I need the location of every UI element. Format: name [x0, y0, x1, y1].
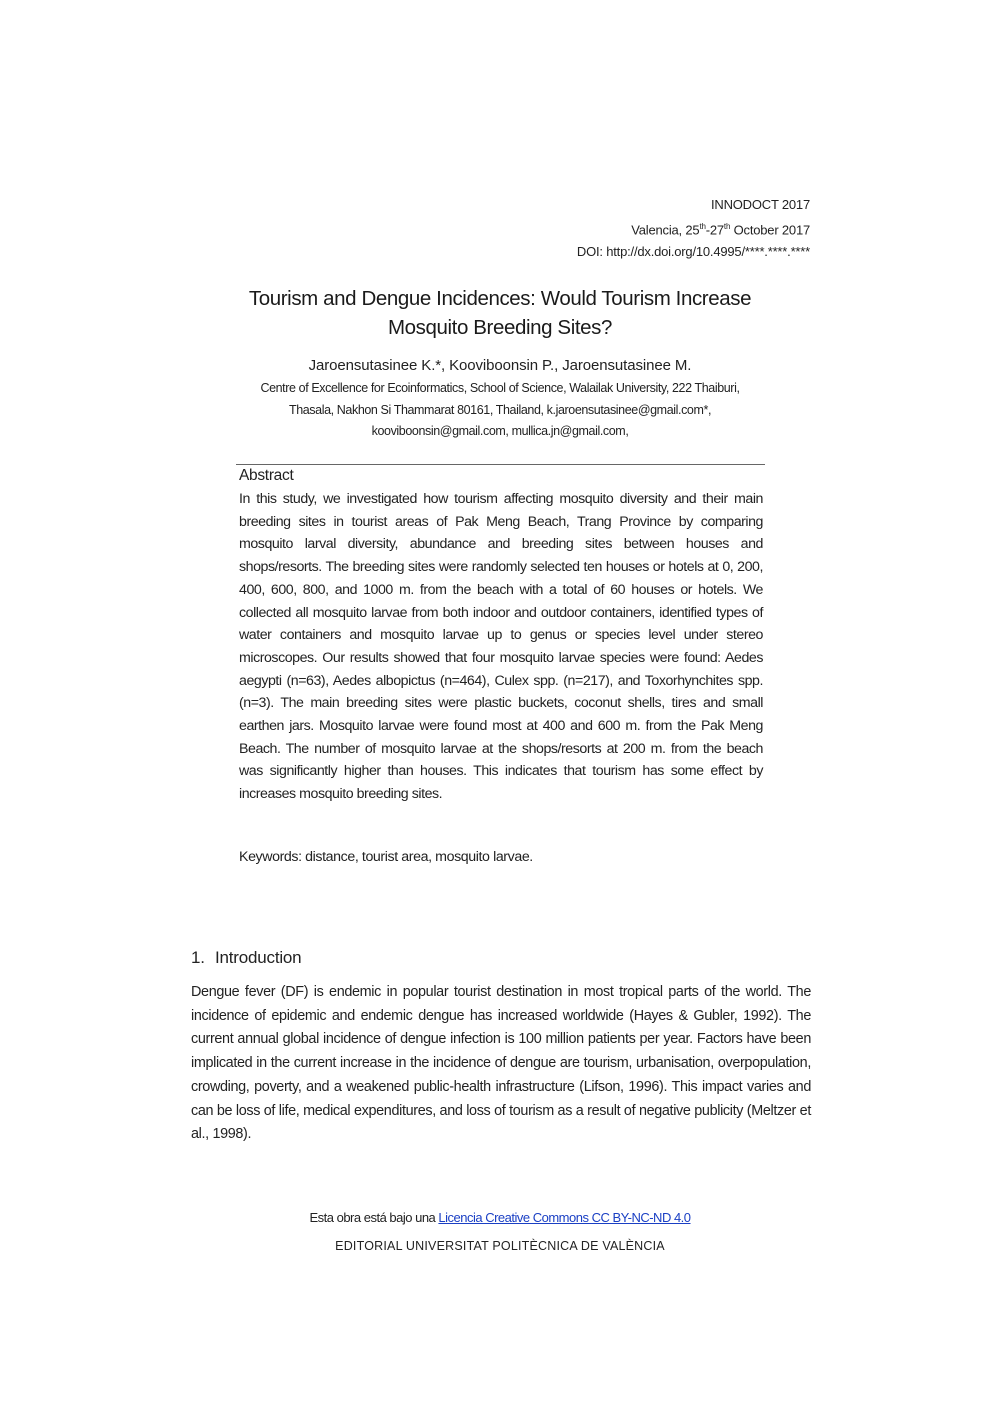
title-line-2: Mosquito Breeding Sites?: [387, 316, 612, 339]
abstract-text: In this study, we investigated how tourism affecting mosquito diversity and their main breeding sites in tourist areas of Pak Meng Beach, Trang Province by comparing mosquito larval diversity, abundance and breeding sites between houses and shops/resorts. The breeding sites were randomly selected ten houses or hotels at 0, 200, 400, 600, 800, and 1000 m. from the beach with a total of 60 houses or hotels. We collected all mosquito larvae from both indoor and outdoor containers, identified types of water containers and mosquito larvae up to genus or species level under stereo microscopes. Our results showed that four mosquito larvae species were found: Aedes aegypti (n=63), Aedes albopictus (n=464), Culex spp. (n=217), and Toxorhynchites spp. (n=3). The main breeding sites were plastic buckets, coconut shells, tires and small earthen jars. Mosquito larvae were found most at 400 and 600 m. from the Pak Meng Beach. The number of mosquito larvae at the shops/resorts at 200 m. from the beach was significantly higher than houses. This indicates that tourism has some effect by increases mosquito breeding sites.: [239, 491, 763, 803]
date-end-suffix: th: [723, 222, 731, 231]
conference-dates: Valencia, 25th-27th October 2017: [631, 222, 810, 238]
abstract-divider: [236, 464, 765, 465]
paper-title: [150, 284, 850, 342]
affiliation: [150, 378, 850, 443]
date-start: 25: [685, 222, 700, 238]
conference-name: INNODOCT 2017: [710, 197, 810, 212]
publisher: EDITORIAL UNIVERSITAT POLITÈCNICA DE VALÈNCIA: [335, 1239, 665, 1253]
keywords: Keywords: distance, tourist area, mosquito larvae.: [239, 849, 533, 865]
license-link[interactable]: Licencia Creative Commons CC BY-NC-ND 4.0: [438, 1210, 691, 1225]
conference-header: [577, 194, 810, 263]
license-prefix: Esta obra está bajo una: [309, 1210, 439, 1225]
introduction-text: Dengue fever (DF) is endemic in popular tourist destination in most tropical parts of the world. The incidence of epidemic and endemic dengue has increased worldwide (Hayes & Gubler, 1992). The current annual global incidence of dengue infection is 100 million patients per year. Factors have been implicated in the current increase in the incidence of dengue are tourism, urbanisation, overpopulation, crowding, poverty, and a weakened public-health infrastructure (Lifson, 1996). This impact varies and can be loss of life, medical expenditures, and loss of tourism as a result of negative publicity (Meltzer et al., 1998).: [191, 984, 811, 1143]
authors: Jaroensutasinee K.*, Kooviboonsin P., Jaroensutasinee M.: [308, 357, 692, 374]
abstract-heading: Abstract: [239, 467, 294, 484]
affiliation-line-3: kooviboonsin@gmail.com, mullica.jn@gmail.com,: [371, 424, 629, 438]
conference-city: Valencia,: [631, 222, 682, 238]
doi: DOI: http://dx.doi.org/10.4995/****.****.****: [576, 244, 810, 260]
date-end: 27: [709, 222, 724, 238]
section-title: Introduction: [215, 948, 302, 967]
license-notice: [0, 1208, 1000, 1228]
affiliation-line-1: Centre of Excellence for Ecoinformatics, School of Science, Walailak University, 222 Thaiburi,: [260, 381, 740, 395]
section-heading-introduction: [191, 947, 301, 969]
date-start-suffix: th: [699, 222, 706, 231]
affiliation-line-2: Thasala, Nakhon Si Thammarat 80161, Thailand, k.jaroensutasinee@gmail.com*,: [288, 402, 712, 417]
title-line-1: Tourism and Dengue Incidences: Would Tourism Increase: [248, 287, 752, 310]
section-number: 1.: [191, 948, 205, 967]
month-year: October 2017: [733, 222, 810, 238]
